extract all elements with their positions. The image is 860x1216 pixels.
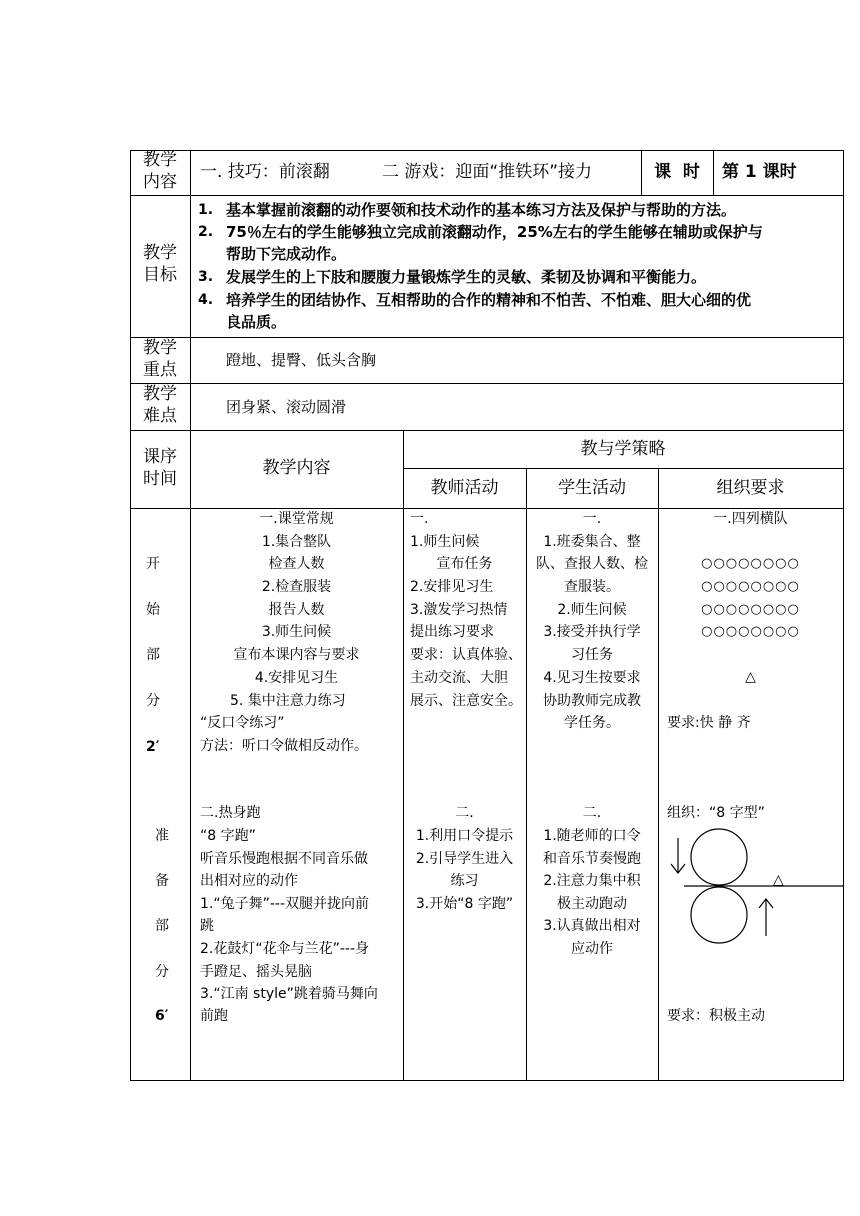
key-points-label: 教学 重点	[143, 338, 177, 380]
student-line: 二.	[582, 805, 602, 821]
content-line: 出相对应的动作	[200, 873, 298, 889]
section-side-label: 部	[155, 918, 169, 934]
content-line: 一.课堂常规	[259, 511, 334, 527]
student-line: 极主动跑动	[557, 896, 627, 912]
content-line: 1.“兔子舞”---双腿并拢向前	[200, 896, 370, 912]
content-value-2: 二 游戏：迎面“推铁环”接力	[382, 162, 593, 182]
table-border-bottom	[130, 1080, 844, 1081]
objective-number: 2.	[198, 224, 214, 240]
table-row-divider	[130, 383, 844, 384]
teacher-line: 二.	[455, 805, 474, 821]
section-side-label: 开	[146, 556, 160, 572]
content-line: 检查人数	[268, 556, 325, 572]
content-line: 3.师生问候	[261, 624, 332, 640]
formation-row: ○○○○○○○○	[701, 624, 800, 639]
student-line: 协助教师完成教	[543, 693, 641, 709]
teacher-line: 主动交流、大胆	[410, 670, 508, 686]
table-col-divider	[403, 430, 404, 1080]
table-row-divider	[130, 195, 844, 196]
difficulties-value: 团身紧、滚动圆滑	[226, 398, 347, 416]
table-border-left	[130, 150, 131, 1080]
teacher-line: 1.师生问候	[410, 534, 480, 550]
upper-circle	[691, 829, 747, 885]
difficulties-label: 教学 难点	[143, 384, 177, 426]
student-line: 1.随老师的口令	[543, 828, 641, 844]
teacher-line: 3.激发学习热情	[410, 602, 508, 618]
section-side-label: 准	[155, 828, 169, 844]
teacher-line: 要求：认真体验、	[410, 647, 522, 663]
objective-text: 75％左右的学生能够独立完成前滚翻动作，25%左右的学生能够在辅助或保护与	[226, 223, 763, 241]
teacher-line: 3.开始“8 字跑”	[415, 896, 514, 912]
section-side-label: 始	[146, 602, 160, 618]
content-line: 2.检查服装	[261, 579, 332, 595]
teacher-line: 练习	[450, 873, 479, 889]
content-line: 方法：听口令做相反动作。	[200, 738, 368, 754]
student-line: 4.见习生按要求	[543, 670, 641, 686]
teacher-line: 展示、注意安全。	[410, 693, 522, 709]
organization-requirement: 要求:快 静 齐	[667, 715, 751, 731]
student-line: 1.班委集合、整	[543, 534, 641, 550]
objective-text: 基本掌握前滚翻的动作要领和技术动作的基本练习方法及保护与帮助的方法。	[226, 201, 737, 219]
content-line: 跳	[200, 918, 214, 934]
key-points-value: 蹬地、提臀、低头含胸	[226, 351, 377, 369]
content-line: 前跑	[200, 1008, 228, 1024]
content-value-1: 一. 技巧：前滚翻	[200, 162, 330, 182]
content-line: 4.安排见习生	[254, 670, 339, 686]
objective-text-cont: 良品质。	[226, 313, 287, 331]
objective-text-cont: 帮助下完成动作。	[226, 245, 347, 263]
objective-number: 1.	[198, 202, 214, 218]
table-border-top	[130, 150, 844, 151]
teacher-position-mark: △	[773, 872, 784, 888]
student-line: 一.	[582, 511, 602, 527]
content-line: 二.热身跑	[200, 805, 261, 821]
teacher-line: 1.利用口令提示	[415, 828, 514, 844]
table-border-right	[843, 150, 844, 1080]
section-side-label: 分	[155, 964, 169, 980]
content-line: 2.花鼓灯“花伞与兰花”---身	[200, 941, 370, 957]
content-line: 5. 集中注意力练习	[230, 693, 346, 709]
content-line: 宣布本课内容与要求	[233, 647, 360, 663]
student-activity-header: 学生活动	[558, 478, 626, 498]
student-line: 2.师生问候	[557, 602, 627, 618]
table-row-divider	[403, 468, 844, 469]
strategy-header: 教与学策略	[580, 439, 666, 459]
student-line: 队、查报人数、检	[536, 556, 648, 572]
organization-title: 一.四列横队	[713, 511, 788, 527]
section-duration: 6′	[155, 1008, 169, 1024]
figure-eight-diagram	[658, 820, 843, 945]
student-line: 查服装。	[564, 579, 620, 595]
teacher-position-mark: △	[745, 669, 756, 685]
content-line: 1.集合整队	[261, 534, 332, 550]
objective-number: 4.	[198, 292, 214, 308]
section-duration: 2′	[146, 739, 160, 755]
content-line: “反口令练习”	[200, 715, 285, 731]
teacher-line: 2.引导学生进入	[415, 851, 514, 867]
order-time-header: 课序 时间	[143, 447, 177, 489]
section-side-label: 备	[155, 873, 169, 889]
student-line: 3.认真做出相对	[543, 918, 641, 934]
formation-row: ○○○○○○○○	[701, 579, 800, 594]
formation-row: ○○○○○○○○	[701, 602, 800, 617]
table-col-divider	[713, 150, 714, 195]
content-line: 听音乐慢跑根据不同音乐做	[200, 851, 368, 867]
teacher-line: 提出练习要求	[410, 624, 494, 640]
objectives-label: 教学 目标	[143, 243, 177, 285]
organization-title: 组织：“8 字型”	[667, 805, 765, 821]
student-line: 学任务。	[564, 715, 620, 731]
student-line: 3.接受并执行学	[543, 624, 641, 640]
content-header: 教学内容	[262, 458, 331, 478]
teacher-activity-header: 教师活动	[430, 478, 499, 498]
organization-requirement: 要求：积极主动	[667, 1008, 765, 1024]
content-line: “8 字跑”	[200, 828, 256, 844]
organization-header: 组织要求	[716, 478, 785, 498]
content-label: 教学 内容	[143, 150, 177, 192]
period-value: 第 1 课时	[722, 162, 797, 182]
period-label: 课 时	[654, 162, 700, 182]
teacher-line: 2.安排见习生	[410, 579, 494, 595]
formation-row: ○○○○○○○○	[701, 556, 800, 571]
objective-text: 发展学生的上下肢和腰腹力量锻炼学生的灵敏、柔韧及协调和平衡能力。	[226, 268, 707, 286]
section-side-label: 部	[146, 647, 160, 663]
teacher-line: 宣布任务	[436, 556, 493, 572]
student-line: 习任务	[571, 647, 613, 663]
table-row-divider	[130, 430, 844, 431]
student-line: 和音乐节奏慢跑	[543, 851, 641, 867]
teacher-line: 一.	[410, 511, 429, 527]
content-line: 手蹬足、摇头晃脑	[200, 964, 312, 980]
table-row-divider	[130, 337, 844, 338]
lower-circle	[691, 887, 747, 943]
section-side-label: 分	[146, 693, 160, 709]
content-line: 报告人数	[268, 602, 325, 618]
student-line: 2.注意力集中积	[543, 873, 641, 889]
content-line: 3.“江南 style”跳着骑马舞向	[200, 986, 378, 1002]
student-line: 应动作	[571, 941, 613, 957]
objective-text: 培养学生的团结协作、互相帮助的合作的精神和不怕苦、不怕难、胆大心细的优	[226, 291, 752, 309]
objective-number: 3.	[198, 269, 214, 285]
